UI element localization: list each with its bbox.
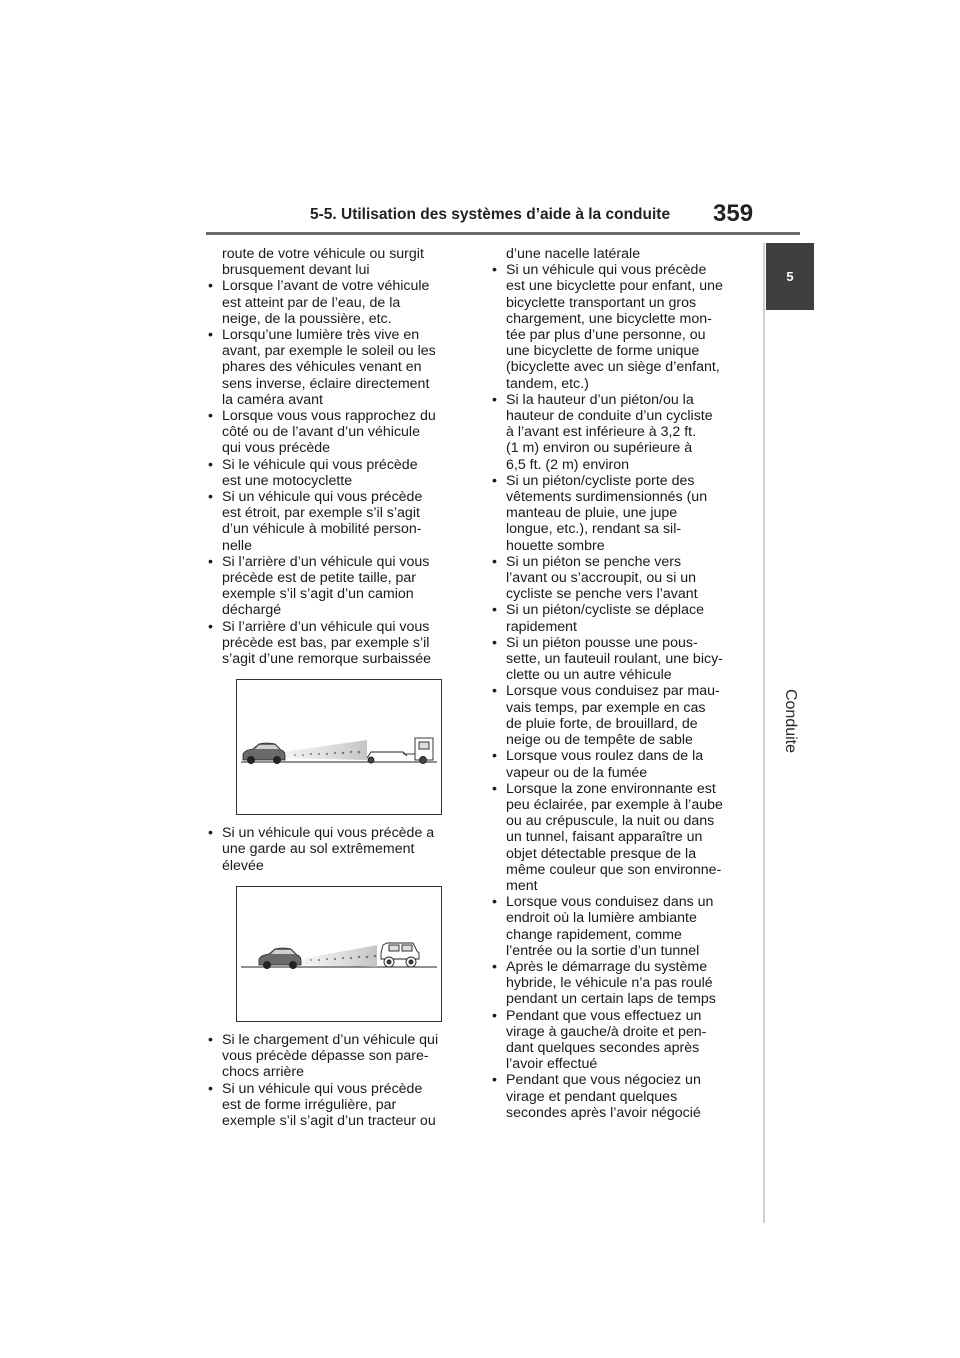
list-item-text: Si un véhicule qui vous précède	[222, 1080, 423, 1097]
list-item-text: hauteur de conduite d’un cycliste	[506, 408, 713, 425]
list-item-line	[204, 359, 470, 375]
list-item-line	[204, 602, 470, 618]
list-item-text: ment	[506, 877, 538, 894]
list-item-line	[204, 376, 470, 392]
list-item-text: vapeur ou de la fumée	[506, 764, 648, 781]
list-item-line	[488, 765, 756, 781]
list-item-text: endroit où la lumière ambiante	[506, 910, 697, 927]
list-item-line	[204, 858, 470, 874]
list-item-line	[488, 473, 756, 489]
list-item-text: Si un piéton/cycliste porte des	[506, 472, 695, 489]
list-item-line	[488, 554, 756, 570]
list-item-text: cycliste se penche vers l’avant	[506, 586, 698, 603]
list-item-text: 6,5 ft. (2 m) environ	[506, 456, 630, 473]
list-item-line	[488, 1056, 756, 1072]
bullet: •	[492, 472, 497, 489]
list-item-text: dant quelques secondes après	[506, 1039, 700, 1056]
list-item-text: Si un véhicule qui vous précède	[222, 489, 423, 506]
list-item-line	[488, 1105, 756, 1121]
list-item-line	[204, 570, 470, 586]
list-item-text: l’avoir effectué	[506, 1056, 598, 1073]
list-item-line	[488, 667, 756, 683]
list-item-line	[488, 991, 756, 1007]
bullet: •	[208, 553, 213, 570]
page-header	[300, 200, 760, 232]
list-item-text: bicyclette transportant un gros	[506, 294, 697, 311]
chapter-label-text: Conduite	[782, 688, 799, 754]
list-item-text: Si un véhicule qui vous précède a	[222, 825, 435, 842]
list-item-line	[488, 538, 756, 554]
list-item-text: une bicyclette de forme unique	[506, 343, 700, 360]
list-item-line	[488, 392, 756, 408]
list-item-line	[488, 829, 756, 845]
figure-low-trailer	[236, 679, 442, 815]
list-item-line	[488, 408, 756, 424]
list-item-line	[204, 619, 470, 635]
list-item-line	[204, 1064, 470, 1080]
list-item-text: Lorsque vous conduisez par mau-	[506, 683, 720, 700]
list-item-text: longue, etc.), rendant sa sil-	[506, 521, 682, 538]
list-item-line	[488, 311, 756, 327]
list-item-line	[204, 635, 470, 651]
bullet: •	[492, 634, 497, 651]
list-item	[204, 1081, 470, 1130]
list-item	[488, 959, 756, 1008]
list-item-line	[204, 1081, 470, 1097]
list-item-line	[204, 278, 470, 294]
list-item-line	[488, 376, 756, 392]
list-item-line	[204, 1097, 470, 1113]
list-item-line	[488, 262, 756, 278]
list-item-line	[488, 619, 756, 635]
list-item-line	[488, 975, 756, 991]
list-item-line	[488, 489, 756, 505]
list-item-line	[488, 716, 756, 732]
list-item-text: secondes après l’avoir négocié	[506, 1104, 701, 1121]
header-rule	[206, 232, 800, 235]
camera-beam	[301, 945, 377, 967]
list-item-line	[488, 683, 756, 699]
list-item-line	[204, 1032, 470, 1048]
list-item-line	[488, 732, 756, 748]
list-item-text: la caméra avant	[222, 391, 323, 408]
text-line: d’une nacelle latérale	[506, 246, 641, 262]
bullet: •	[208, 1031, 213, 1048]
high-clearance-vehicle	[381, 943, 419, 967]
list-item	[204, 825, 470, 874]
chapter-label	[765, 690, 815, 770]
list-item-line	[204, 521, 470, 537]
list-item-text: Lorsque vous roulez dans de la	[506, 748, 704, 765]
list-item-line	[204, 473, 470, 489]
list-item-text: même couleur que son environne-	[506, 861, 722, 878]
list-item-line	[488, 894, 756, 910]
list-item-line	[488, 440, 756, 456]
list-item-text: est une bicyclette pour enfant, une	[506, 278, 723, 295]
list-item-text: côté ou de l’avant d’un véhicule	[222, 424, 420, 441]
bullet: •	[492, 683, 497, 700]
list-item	[488, 683, 756, 748]
list-item	[488, 635, 756, 684]
bullet: •	[492, 553, 497, 570]
list-item-line	[488, 1072, 756, 1088]
list-item-text: Si le chargement d’un véhicule qui	[222, 1031, 439, 1048]
list-item-text: clette ou un autre véhicule	[506, 667, 672, 684]
list-item-text: objet détectable presque de la	[506, 845, 697, 862]
list-item-line	[488, 1040, 756, 1056]
list-item-text: de pluie forte, de brouillard, de	[506, 715, 698, 732]
right-column	[488, 246, 756, 1121]
left-list-b	[204, 825, 470, 874]
list-item-line	[204, 295, 470, 311]
left-column	[204, 246, 470, 1129]
list-item-line	[488, 943, 756, 959]
list-item	[488, 781, 756, 894]
list-item	[488, 1008, 756, 1073]
list-item-text: sens inverse, éclaire directement	[222, 375, 430, 392]
list-item-text: qui vous précède	[222, 440, 331, 457]
list-item-text: tandem, etc.)	[506, 375, 589, 392]
list-item-line	[204, 343, 470, 359]
list-item-text: Si un piéton/cycliste se déplace	[506, 602, 704, 619]
list-item-text: exemple s’il s’agit d’un camion	[222, 586, 414, 603]
list-item-text: chargement, une bicyclette mon-	[506, 310, 712, 327]
list-item-line	[488, 635, 756, 651]
chapter-number: 5	[786, 269, 794, 284]
list-item-line	[204, 392, 470, 408]
list-item-line	[204, 1113, 470, 1129]
right-intro	[488, 246, 756, 262]
list-item-text: rapidement	[506, 618, 577, 635]
list-item-line	[488, 813, 756, 829]
list-item	[488, 894, 756, 959]
list-item-line	[488, 1024, 756, 1040]
list-item	[204, 619, 470, 668]
list-item-line	[488, 862, 756, 878]
list-item-text: Si l’arrière d’un véhicule qui vous	[222, 553, 430, 570]
bullet: •	[208, 825, 213, 842]
list-item-line	[204, 586, 470, 602]
list-item-line	[488, 910, 756, 926]
list-item-text: avant, par exemple le soleil ou les	[222, 343, 436, 360]
list-item-text: élevée	[222, 857, 264, 874]
bullet: •	[492, 894, 497, 911]
list-item-text: nelle	[222, 537, 252, 554]
list-item-line	[488, 424, 756, 440]
list-item-line	[204, 554, 470, 570]
list-item-text: Si un piéton pousse une pous-	[506, 634, 698, 651]
list-item-line	[488, 651, 756, 667]
list-item	[204, 327, 470, 408]
list-item-text: déchargé	[222, 602, 282, 619]
list-item-text: Lorsque l’avant de votre véhicule	[222, 278, 430, 295]
list-item-text: l’avant ou s’accroupit, ou si un	[506, 570, 697, 587]
list-item-line	[488, 959, 756, 975]
list-item	[204, 489, 470, 554]
list-item-text: Si un véhicule qui vous précède	[506, 262, 707, 279]
bullet: •	[208, 1080, 213, 1097]
bullet: •	[208, 618, 213, 635]
list-item-line	[204, 424, 470, 440]
list-item-line	[204, 651, 470, 667]
list-item-line	[488, 797, 756, 813]
list-item-line	[488, 570, 756, 586]
list-item-text: un tunnel, faisant apparaître un	[506, 829, 703, 846]
bullet: •	[208, 408, 213, 425]
bullet: •	[208, 489, 213, 506]
list-item	[488, 602, 756, 634]
list-item-text: (bicyclette avec un siège d’enfant,	[506, 359, 720, 376]
list-item	[204, 457, 470, 489]
list-item-text: Lorsque la zone environnante est	[506, 780, 716, 797]
list-item	[488, 554, 756, 603]
list-item-text: d’un véhicule à mobilité person-	[222, 521, 422, 538]
list-item-line	[204, 327, 470, 343]
list-item-text: est une motocyclette	[222, 472, 353, 489]
list-item-line	[488, 927, 756, 943]
right-list	[488, 262, 756, 1121]
list-item-text: l’entrée ou la sortie d’un tunnel	[506, 942, 700, 959]
chapter-tab[interactable]	[766, 243, 814, 310]
list-item-line	[204, 1048, 470, 1064]
list-item-text: vais temps, par exemple en cas	[506, 699, 706, 716]
list-item-text: vous précède dépasse son pare-	[222, 1048, 429, 1065]
list-item-text: manteau de pluie, une jupe	[506, 505, 678, 522]
list-item-line	[488, 521, 756, 537]
left-intro	[204, 246, 470, 278]
list-item-text: phares des véhicules venant en	[222, 359, 422, 376]
list-item-line	[204, 440, 470, 456]
section-title: 5-5. Utilisation des systèmes d’aide à la conduite	[310, 206, 671, 223]
bullet: •	[492, 780, 497, 797]
list-item-text: sette, un fauteuil roulant, une bicy-	[506, 651, 723, 668]
list-item-line	[488, 700, 756, 716]
list-item	[204, 1032, 470, 1081]
list-item-text: tée par plus d’une personne, ou	[506, 327, 706, 344]
bullet: •	[492, 602, 497, 619]
list-item-line	[488, 457, 756, 473]
low-trailer-illustration	[237, 680, 441, 814]
list-item-text: est atteint par de l’eau, de la	[222, 294, 401, 311]
list-item-text: précède est bas, par exemple s’il	[222, 634, 430, 651]
list-item-text: Pendant que vous effectuez un	[506, 1007, 702, 1024]
list-item-text: neige, de la poussière, etc.	[222, 310, 392, 327]
list-item-line	[488, 878, 756, 894]
high-clearance-illustration	[237, 887, 441, 1021]
list-item-text: précède est de petite taille, par	[222, 570, 417, 587]
own-car	[243, 743, 285, 764]
list-item-line	[488, 295, 756, 311]
list-item-line	[488, 586, 756, 602]
list-item-text: neige ou de tempête de sable	[506, 732, 693, 749]
list-item-line	[488, 748, 756, 764]
list-item-line	[204, 825, 470, 841]
list-item-line	[204, 408, 470, 424]
bullet: •	[492, 391, 497, 408]
bullet: •	[492, 1007, 497, 1024]
list-item-line	[488, 1089, 756, 1105]
list-item-line	[488, 327, 756, 343]
list-item-line	[488, 343, 756, 359]
list-item-text: Si le véhicule qui vous précède	[222, 456, 418, 473]
list-item-line	[204, 505, 470, 521]
text-line: route de votre véhicule ou surgit	[222, 246, 424, 262]
list-item	[204, 278, 470, 327]
list-item-line	[488, 602, 756, 618]
list-item-text: s’agit d’une remorque surbaissée	[222, 651, 431, 668]
list-item-line	[488, 278, 756, 294]
list-item	[204, 554, 470, 619]
list-item	[488, 748, 756, 780]
list-item-text: une garde au sol extrêmement	[222, 841, 415, 858]
text-line: brusquement devant lui	[222, 262, 370, 279]
list-item-text: est étroit, par exemple s’il s’agit	[222, 505, 420, 522]
list-item	[488, 262, 756, 392]
bullet: •	[492, 1072, 497, 1089]
list-item-text: Si un piéton se penche vers	[506, 553, 682, 570]
list-item	[204, 408, 470, 457]
list-item	[488, 392, 756, 473]
list-item-line	[488, 505, 756, 521]
left-list-a	[204, 278, 470, 667]
list-item-text: Lorsque vous vous rapprochez du	[222, 408, 436, 425]
list-item-text: est de forme irrégulière, par	[222, 1096, 397, 1113]
camera-beam	[283, 740, 367, 760]
list-item-text: Si la hauteur d’un piéton/ou la	[506, 391, 694, 408]
list-item-text: Lorsqu’une lumière très vive en	[222, 327, 420, 344]
truck-cab	[415, 738, 433, 764]
list-item-text: change rapidement, comme	[506, 926, 682, 943]
list-item-text: Pendant que vous négociez un	[506, 1072, 701, 1089]
list-item-line	[204, 489, 470, 505]
list-item-text: à l’avant est inférieure à 3,2 ft.	[506, 424, 697, 441]
list-item-text: virage et pendant quelques	[506, 1088, 678, 1105]
bullet: •	[492, 748, 497, 765]
list-item-line	[204, 841, 470, 857]
list-item-line	[488, 359, 756, 375]
list-item-text: (1 m) environ ou supérieure à	[506, 440, 693, 457]
list-item-line	[488, 781, 756, 797]
list-item-text: Si l’arrière d’un véhicule qui vous	[222, 618, 430, 635]
list-item-text: houette sombre	[506, 537, 605, 554]
list-item-text: virage à gauche/à droite et pen-	[506, 1023, 707, 1040]
list-item-line	[204, 457, 470, 473]
list-item-text: exemple s’il s’agit d’un tracteur ou	[222, 1112, 436, 1129]
list-item-text: chocs arrière	[222, 1064, 305, 1081]
list-item-text: peu éclairée, par exemple à l’aube	[506, 796, 723, 813]
low-trailer	[367, 752, 415, 763]
own-car	[259, 948, 301, 969]
left-list-c	[204, 1032, 470, 1129]
figure-high-clearance	[236, 886, 442, 1022]
list-item-text: hybride, le véhicule n’a pas roulé	[506, 975, 713, 992]
bullet: •	[208, 327, 213, 344]
list-item-line	[488, 1008, 756, 1024]
bullet: •	[492, 262, 497, 279]
list-item	[488, 1072, 756, 1121]
list-item-text: vêtements surdimensionnés (un	[506, 489, 708, 506]
list-item-line	[488, 846, 756, 862]
bullet: •	[208, 278, 213, 295]
list-item-text: Après le démarrage du système	[506, 958, 708, 975]
list-item-text: Lorsque vous conduisez dans un	[506, 894, 714, 911]
bullet: •	[208, 456, 213, 473]
list-item-text: ou au crépuscule, la nuit ou dans	[506, 813, 715, 830]
list-item	[488, 473, 756, 554]
list-item-line	[204, 311, 470, 327]
page-number: 359	[713, 200, 754, 227]
bullet: •	[492, 958, 497, 975]
list-item-line	[204, 538, 470, 554]
list-item-text: pendant un certain laps de temps	[506, 991, 716, 1008]
